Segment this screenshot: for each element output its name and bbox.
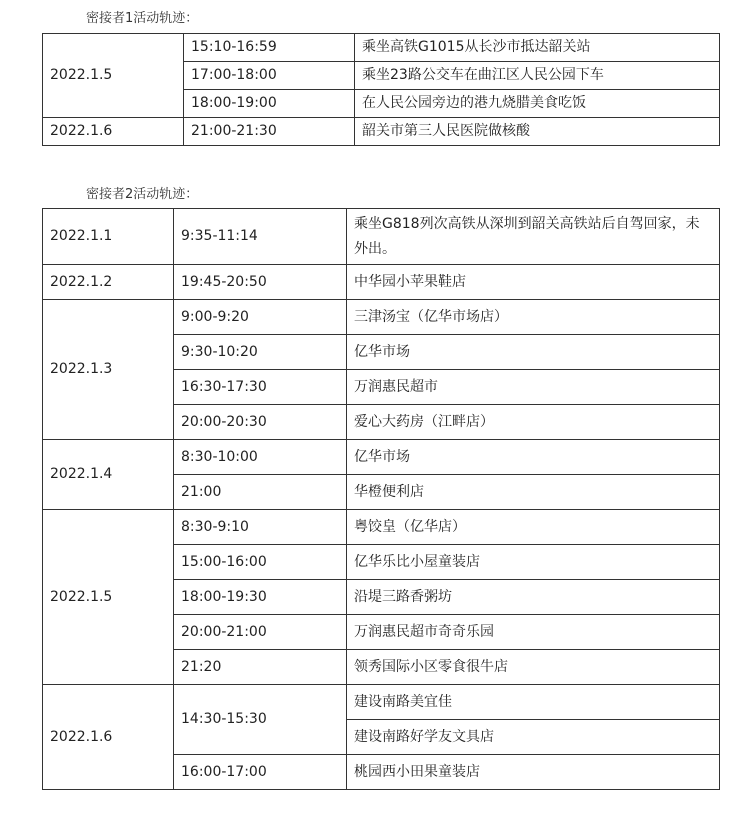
table-row	[43, 265, 720, 300]
time-cell: 15:10-16:59	[184, 34, 355, 62]
date-cell: 2022.1.4	[43, 440, 174, 510]
time-cell: 19:45-20:50	[174, 265, 347, 300]
contact2-itinerary-table	[42, 208, 720, 790]
time-cell: 16:30-17:30	[174, 370, 347, 405]
time-cell: 17:00-18:00	[184, 62, 355, 90]
date-cell: 2022.1.6	[43, 685, 174, 790]
place-cell: 三津汤宝（亿华市场店）	[347, 300, 720, 335]
date-cell: 2022.1.3	[43, 300, 174, 440]
time-cell: 9:30-10:20	[174, 335, 347, 370]
place-cell: 乘坐高铁G1015从长沙市抵达韶关站	[355, 34, 720, 62]
time-cell: 9:35-11:14	[174, 209, 347, 265]
time-cell: 8:30-9:10	[174, 510, 347, 545]
date-cell: 2022.1.1	[43, 209, 174, 265]
time-cell: 18:00-19:30	[174, 580, 347, 615]
time-cell: 9:00-9:20	[174, 300, 347, 335]
table-row	[43, 118, 720, 146]
time-cell: 20:00-20:30	[174, 405, 347, 440]
place-cell: 华橙便利店	[347, 475, 720, 510]
place-cell: 亿华市场	[347, 440, 720, 475]
place-cell: 乘坐G818列次高铁从深圳到韶关高铁站后自驾回家，未外出。	[347, 209, 720, 265]
time-cell: 8:30-10:00	[174, 440, 347, 475]
table-row	[43, 300, 720, 335]
table-row	[43, 685, 720, 720]
section1-title: 密接者1活动轨迹：	[86, 11, 199, 26]
table-row	[43, 34, 720, 62]
contact1-itinerary-table	[42, 33, 720, 146]
place-cell: 桃园西小田果童装店	[347, 755, 720, 790]
place-cell: 粤饺皇（亿华店）	[347, 510, 720, 545]
date-cell: 2022.1.5	[43, 510, 174, 685]
place-cell: 亿华乐比小屋童装店	[347, 545, 720, 580]
date-cell: 2022.1.5	[43, 34, 184, 118]
place-cell: 万润惠民超市	[347, 370, 720, 405]
time-cell: 14:30-15:30	[174, 685, 347, 755]
date-cell: 2022.1.2	[43, 265, 174, 300]
table-row	[43, 209, 720, 265]
time-cell: 20:00-21:00	[174, 615, 347, 650]
place-cell: 沿堤三路香粥坊	[347, 580, 720, 615]
time-cell: 16:00-17:00	[174, 755, 347, 790]
time-cell: 21:00-21:30	[184, 118, 355, 146]
place-cell: 中华园小苹果鞋店	[347, 265, 720, 300]
time-cell: 18:00-19:00	[184, 90, 355, 118]
table-row	[43, 510, 720, 545]
place-cell: 爱心大药房（江畔店）	[347, 405, 720, 440]
place-cell: 建设南路美宜佳	[347, 685, 720, 720]
place-cell: 建设南路好学友文具店	[347, 720, 720, 755]
time-cell: 15:00-16:00	[174, 545, 347, 580]
table-row	[43, 440, 720, 475]
time-cell: 21:20	[174, 650, 347, 685]
time-cell: 21:00	[174, 475, 347, 510]
place-cell: 在人民公园旁边的港九烧腊美食吃饭	[355, 90, 720, 118]
place-cell: 领秀国际小区零食很牛店	[347, 650, 720, 685]
place-cell: 乘坐23路公交车在曲江区人民公园下车	[355, 62, 720, 90]
place-cell: 万润惠民超市奇奇乐园	[347, 615, 720, 650]
place-cell: 亿华市场	[347, 335, 720, 370]
section2-title: 密接者2活动轨迹：	[86, 187, 199, 202]
place-cell: 韶关市第三人民医院做核酸	[355, 118, 720, 146]
date-cell: 2022.1.6	[43, 118, 184, 146]
